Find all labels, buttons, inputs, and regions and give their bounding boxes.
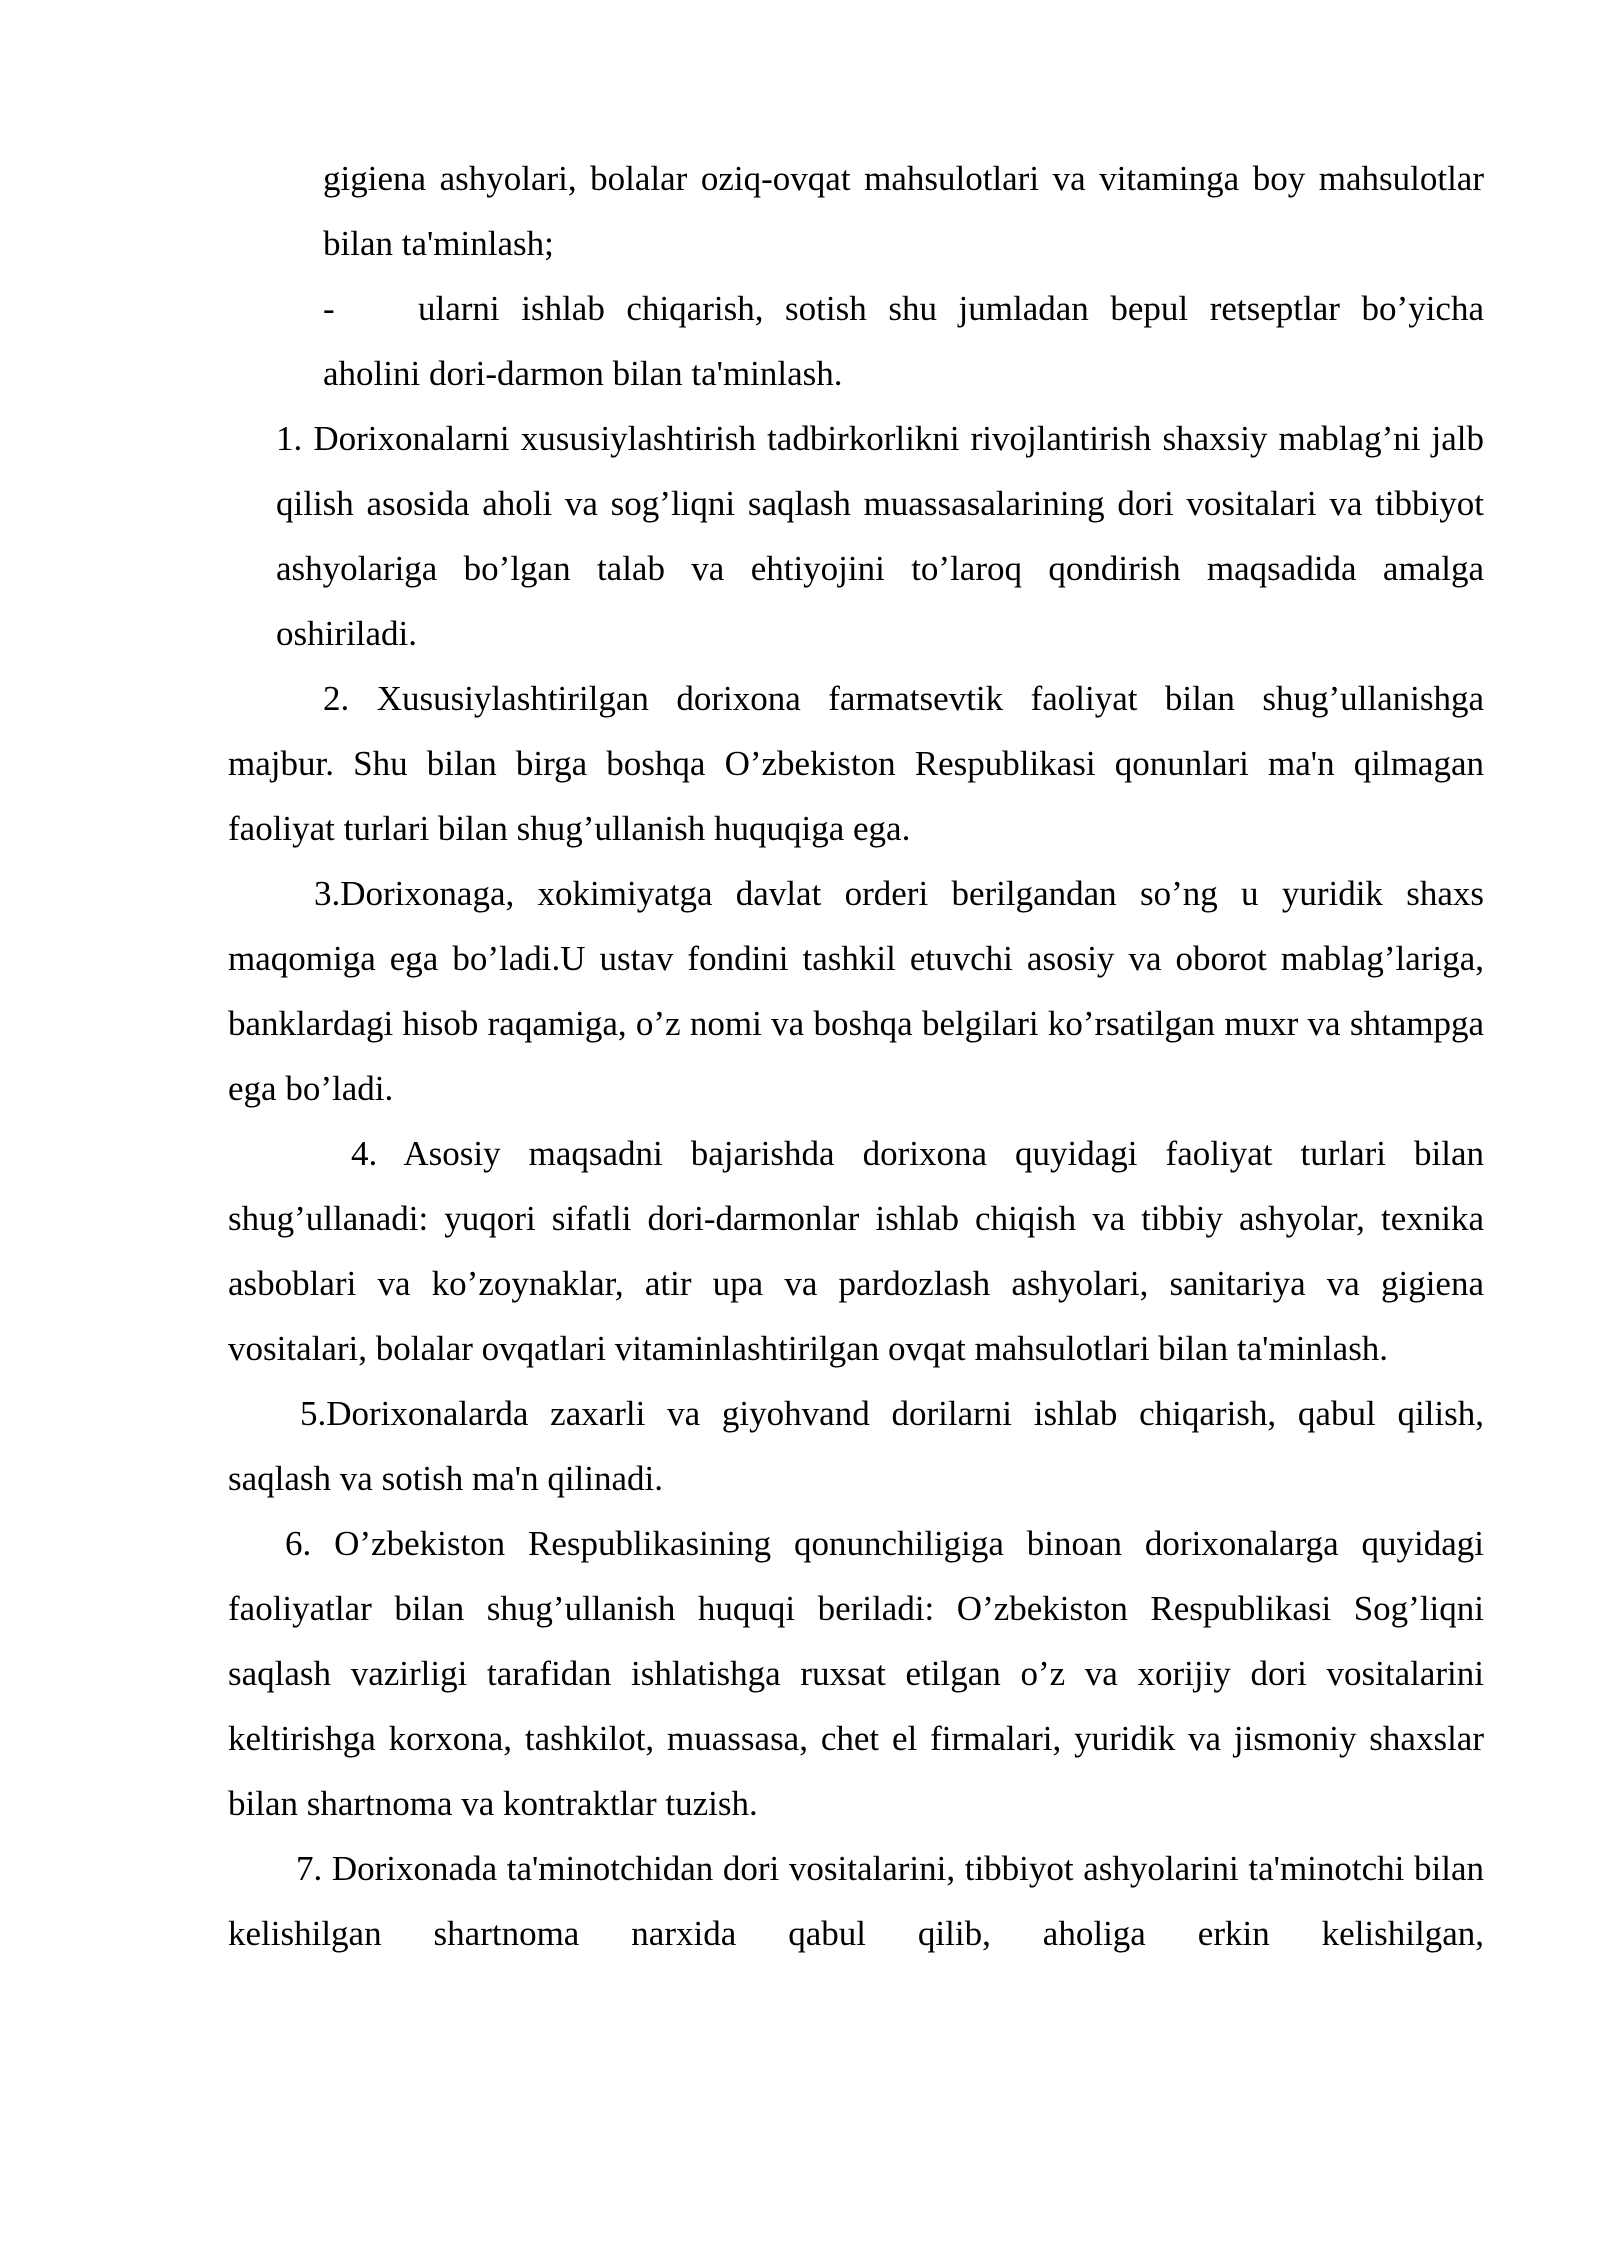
dash-item-text: ularni ishlab chiqarish, sotish shu jumladan bepul retseptlar bo’yicha aholini dori-darmon bilan ta'minlash. <box>323 289 1484 393</box>
list-continuation: gigiena ashyolari, bolalar oziq-ovqat mahsulotlari va vitaminga boy mahsulotlar bilan ta'minlash; <box>323 159 1484 263</box>
paragraph-2: 2. Xususiylashtirilgan dorixona farmatsevtik faoliyat bilan shug’ullanishga majbur. Shu bilan birga boshqa O’zbekiston Respublikasi qonunlari ma'n qilmagan faoliyat turlari bilan shug’ullanish huquqiga ega. <box>228 679 1484 848</box>
paragraph-1: 1. Dorixonalarni xususiylashtirish tadbirkorlikni rivojlantirish shaxsiy mablag’ni jalb qilish asosida aholi va sog’liqni saqlash muassasalarining dori vositalari va tibbiyot ashyolariga bo’lgan talab va ehtiyojini to’laroq qondirish maqsadida amalga oshiriladi. <box>276 419 1484 653</box>
paragraph-6: 6. O’zbekiston Respublikasining qonunchiligiga binoan dorixonalarga quyidagi faoliyatlar bilan shug’ullanish huquqi beriladi: O’zbekiston Respublikasi Sog’liqni saqlash vazirligi tarafidan ishlatishga ruxsat etilgan o’z va xorijiy dori vositalarini keltirishga korxona, tashkilot, muassasa, chet el firmalari, yuridik va jismoniy shaxslar bilan shartnoma va kontraktlar tuzish. <box>228 1524 1484 1823</box>
paragraph-5: 5.Dorixonalarda zaxarli va giyohvand dorilarni ishlab chiqarish, qabul qilish, saqlash va sotish ma'n qilinadi. <box>228 1394 1484 1498</box>
paragraph-3: 3.Dorixonaga, xokimiyatga davlat orderi berilgandan so’ng u yuridik shaxs maqomiga ega bo’ladi.U ustav fondini tashkil etuvchi asosiy va oborot mablag’lariga, banklardagi hisob raqamiga, o’z nomi va boshqa belgilari ko’rsatilgan muxr va shtampga ega bo’ladi. <box>228 874 1484 1108</box>
document-body <box>228 146 1484 1966</box>
dash-marker: - <box>323 289 335 328</box>
dash-list-item <box>323 276 1484 406</box>
paragraph-4: 4. Asosiy maqsadni bajarishda dorixona quyidagi faoliyat turlari bilan shug’ullanadi: yuqori sifatli dori-darmonlar ishlab chiqish va tibbiy ashyolar, texnika asboblari va ko’zoynaklar, atir upa va pardozlash ashyolari, sanitariya va gigiena vositalari, bolalar ovqatlari vitaminlashtirilgan ovqat mahsulotlari bilan ta'minlash. <box>228 1134 1484 1368</box>
paragraph-7: 7. Dorixonada ta'minotchidan dori vositalarini, tibbiyot ashyolarini ta'minotchi bilan kelishilgan shartnoma narxida qabul qilib, aholiga erkin kelishilgan, <box>228 1849 1484 1953</box>
